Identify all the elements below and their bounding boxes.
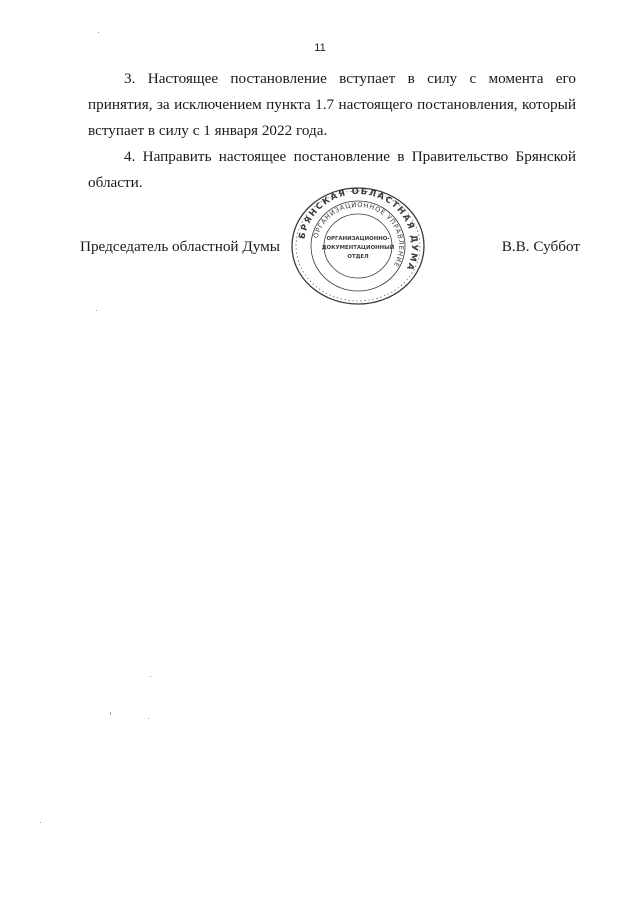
scan-speck <box>96 310 97 311</box>
seal-middle-textpath: ОРГАНИЗАЦИОННОЕ УПРАВЛЕНИЕ <box>311 200 406 269</box>
seal-center-text <box>322 236 395 260</box>
scan-speck <box>98 32 99 33</box>
page-number: 11 <box>314 42 326 54</box>
official-seal <box>288 186 428 306</box>
signatory-title: Председатель областной Думы <box>80 238 280 255</box>
scan-speck <box>110 712 111 715</box>
scan-speck <box>150 676 151 677</box>
signatory-name: В.В. Суббот <box>501 238 580 255</box>
seal-center-line-2: ДОКУМЕНТАЦИОННЫЙ <box>321 245 395 251</box>
seal-center-line-3: ОТДЕЛ <box>347 254 369 260</box>
seal-center-line-1: ОРГАНИЗАЦИОННО- <box>326 236 390 242</box>
scan-speck <box>40 822 41 823</box>
document-body <box>88 66 576 196</box>
paragraph-3: 3. Настоящее постановление вступает в силу с момента его принятия, за исключением пункта 1.7 настоящего постановления, который вступает в силу с 1 января 2022 года. <box>88 70 576 139</box>
seal-outer-textpath: БРЯНСКАЯ ОБЛАСТНАЯ ДУМА <box>297 186 420 273</box>
scan-speck <box>148 718 149 719</box>
paragraph-4: 4. Направить настоящее постановление в Правительство Брянской области. <box>88 148 576 191</box>
